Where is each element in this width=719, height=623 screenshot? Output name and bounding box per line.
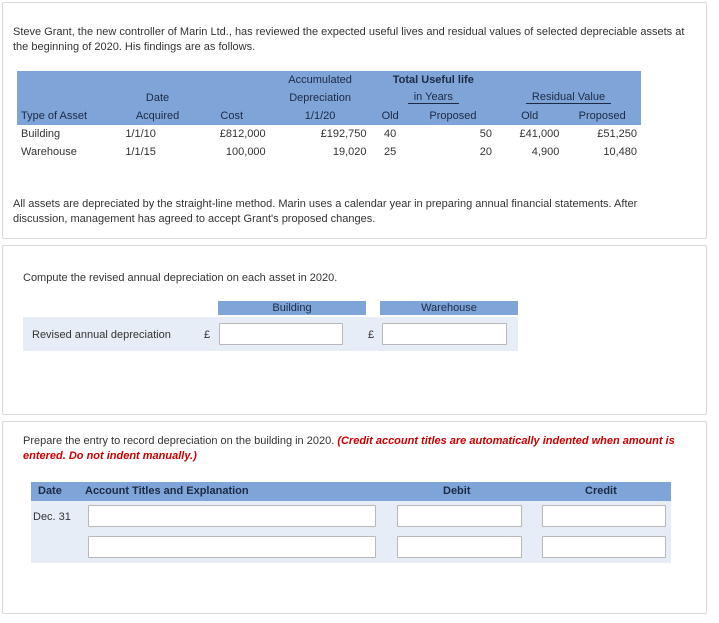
date-acquired: 1/1/15 bbox=[125, 146, 156, 158]
asset-table bbox=[17, 71, 641, 161]
life-proposed-value: 50 bbox=[479, 128, 493, 140]
question-journal-card bbox=[2, 421, 707, 614]
life-old-value: 25 bbox=[384, 146, 397, 158]
accum-header-1: Accumulated bbox=[270, 71, 371, 89]
life-proposed-value: 20 bbox=[479, 146, 493, 158]
date-acquired: 1/1/10 bbox=[125, 128, 156, 140]
life-header-2: in Years bbox=[408, 91, 459, 104]
table-row bbox=[17, 143, 641, 161]
life-old-value: 40 bbox=[384, 128, 397, 140]
cost-value: £812,000 bbox=[219, 128, 266, 140]
type-header: Type of Asset bbox=[17, 106, 121, 125]
journal-prompt bbox=[23, 434, 688, 464]
life-header-1: Total Useful life bbox=[371, 71, 497, 89]
table-row bbox=[17, 125, 641, 143]
debit-input[interactable] bbox=[397, 505, 522, 527]
table-header-row-2 bbox=[17, 89, 641, 106]
asset-type: Warehouse bbox=[21, 146, 77, 158]
life-old-header: Old bbox=[371, 106, 410, 125]
life-proposed-header: Proposed bbox=[410, 106, 496, 125]
accum-value: 19,020 bbox=[332, 146, 367, 158]
intro-text: Steve Grant, the new controller of Marin Ltd., has reviewed the expected useful lives and residual values of selected depreciable assets at the beginning of 2020. His findings are as follows. bbox=[13, 26, 685, 53]
cost-value: 100,000 bbox=[225, 146, 266, 158]
accum-header-3: 1/1/20 bbox=[270, 106, 371, 125]
account-title-input[interactable] bbox=[88, 536, 376, 558]
date-column-header: Date bbox=[38, 485, 62, 497]
debit-input[interactable] bbox=[397, 536, 522, 558]
problem-card bbox=[2, 2, 707, 239]
currency-symbol: £ bbox=[204, 329, 211, 341]
entry-date: Dec. 31 bbox=[33, 511, 71, 523]
residual-proposed-header: Proposed bbox=[563, 106, 641, 125]
table-header-row-1 bbox=[17, 71, 641, 89]
accum-header-2: Depreciation bbox=[270, 89, 371, 106]
date-header-bottom: Acquired bbox=[121, 106, 193, 125]
credit-input[interactable] bbox=[542, 536, 666, 558]
question-prompt: Compute the revised annual depreciation on each asset in 2020. bbox=[23, 272, 338, 284]
asset-type: Building bbox=[21, 128, 61, 140]
credit-input[interactable] bbox=[542, 505, 666, 527]
method-text: All assets are depreciated by the straight-line method. Marin uses a calendar year in preparing annual financial statements. After discussion, management has agreed to accept Grant's proposed changes. bbox=[13, 198, 638, 225]
accum-value: £192,750 bbox=[320, 128, 367, 140]
currency-symbol: £ bbox=[368, 329, 375, 341]
question-depreciation-card bbox=[2, 245, 707, 415]
warehouse-depreciation-input[interactable] bbox=[382, 323, 507, 345]
residual-old-header: Old bbox=[496, 106, 563, 125]
journal-body bbox=[31, 501, 671, 563]
account-title-input[interactable] bbox=[88, 505, 376, 527]
account-column-header: Account Titles and Explanation bbox=[85, 485, 249, 497]
journal-prompt-text: Prepare the entry to record depreciation on the building in 2020. bbox=[23, 435, 335, 447]
building-depreciation-input[interactable] bbox=[219, 323, 343, 345]
date-header-top: Date bbox=[121, 89, 193, 106]
debit-column-header: Debit bbox=[443, 485, 471, 497]
residual-old-value: 4,900 bbox=[531, 146, 560, 158]
residual-proposed-value: 10,480 bbox=[603, 146, 637, 158]
table-header-row-3 bbox=[17, 106, 641, 125]
warehouse-column-header: Warehouse bbox=[380, 301, 518, 315]
residual-proposed-value: £51,250 bbox=[597, 128, 637, 140]
cost-header: Cost bbox=[194, 106, 270, 125]
residual-header: Residual Value bbox=[526, 91, 611, 104]
row-label: Revised annual depreciation bbox=[32, 329, 171, 341]
building-column-header: Building bbox=[218, 301, 366, 315]
journal-header bbox=[31, 482, 671, 501]
journal-note: (Credit account titles are automatically indented when amount is entered. Do not indent manually.) bbox=[23, 435, 675, 462]
credit-column-header: Credit bbox=[585, 485, 617, 497]
residual-old-value: £41,000 bbox=[519, 128, 560, 140]
